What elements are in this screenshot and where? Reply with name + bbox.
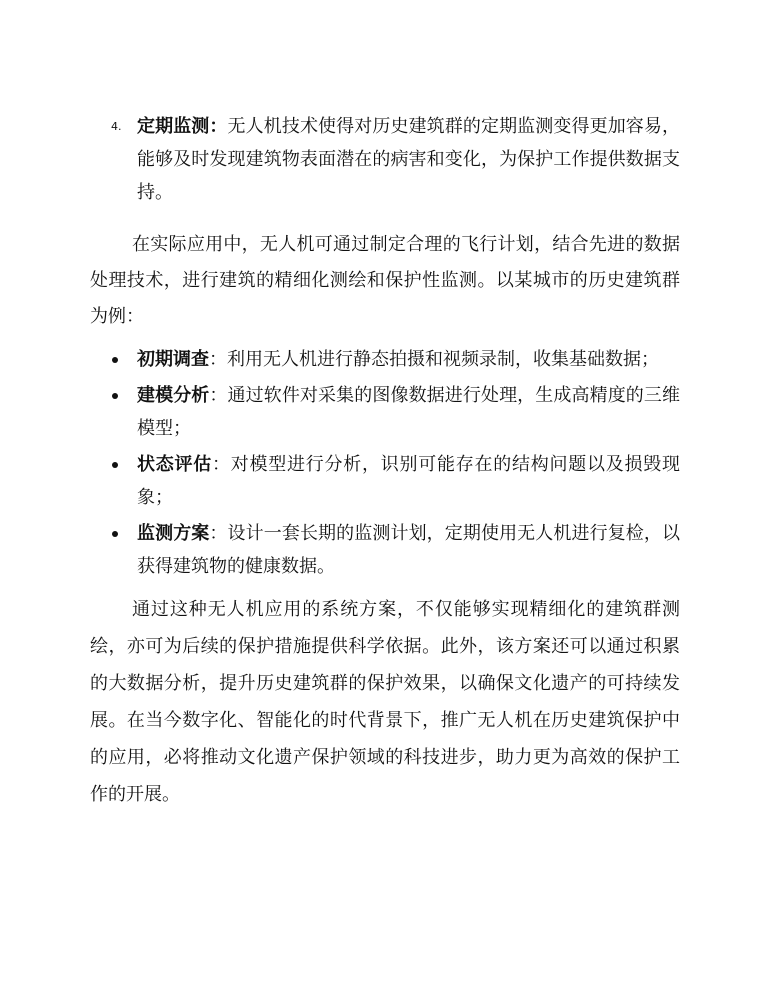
list-item (90, 517, 680, 583)
item-term-sep: ： (209, 116, 228, 137)
bullet-text: 利用无人机进行静态拍摄和视频录制，收集基础数据； (227, 349, 659, 370)
bullet-dot (112, 462, 118, 468)
bullet-dot (112, 393, 118, 399)
bullet-term: 初期调查 (137, 349, 209, 370)
bullet-text: 通过软件对采集的图像数据进行处理，生成高精度的三维模型； (137, 385, 681, 439)
document-page (90, 110, 680, 813)
bullet-term: 建模分析 (137, 385, 210, 406)
bullet-term: 状态评估 (137, 454, 212, 475)
list-item (90, 448, 680, 514)
bullet-text: 设计一套长期的监测计划，定期使用无人机进行复检，以获得建筑物的健康数据。 (137, 523, 681, 577)
bullet-term-sep: ： (209, 349, 227, 370)
bullet-dot (112, 531, 118, 537)
bullet-text: 对模型进行分析，识别可能存在的结构问题以及损毁现象； (137, 454, 680, 508)
list-item (90, 379, 680, 445)
bullet-list (90, 343, 680, 583)
bullet-dot (112, 357, 118, 363)
item-term: 定期监测 (137, 116, 210, 137)
list-item (90, 343, 680, 376)
paragraph-application: 在实际应用中，无人机可通过制定合理的飞行计划，结合先进的数据处理技术，进行建筑的精细化测绘和保护性监测。以某城市的历史建筑群为例： (90, 234, 680, 327)
item-number: 4. (111, 120, 122, 133)
bullet-term: 监测方案 (137, 523, 210, 544)
item-text: 无人机技术使得对历史建筑群的定期监测变得更加容易，能够及时发现建筑物表面潜在的病害和变化，为保护工作提供数据支持。 (137, 116, 681, 203)
bullet-term-sep: ： (212, 454, 231, 475)
paragraph-conclusion: 通过这种无人机应用的系统方案，不仅能够实现精细化的建筑群测绘，亦可为后续的保护措施提供科学依据。此外，该方案还可以通过积累的大数据分析，提升历史建筑群的保护效果，以确保文化遗产的可持续发展。在当今数字化、智能化的时代背景下，推广无人机在历史建筑保护中的应用，必将推动文化遗产保护领域的科技进步，助力更为高效的保护工作的开展。 (90, 599, 680, 805)
bullet-term-sep: ： (209, 523, 228, 544)
numbered-item (90, 110, 680, 209)
bullet-term-sep: ： (209, 385, 228, 406)
